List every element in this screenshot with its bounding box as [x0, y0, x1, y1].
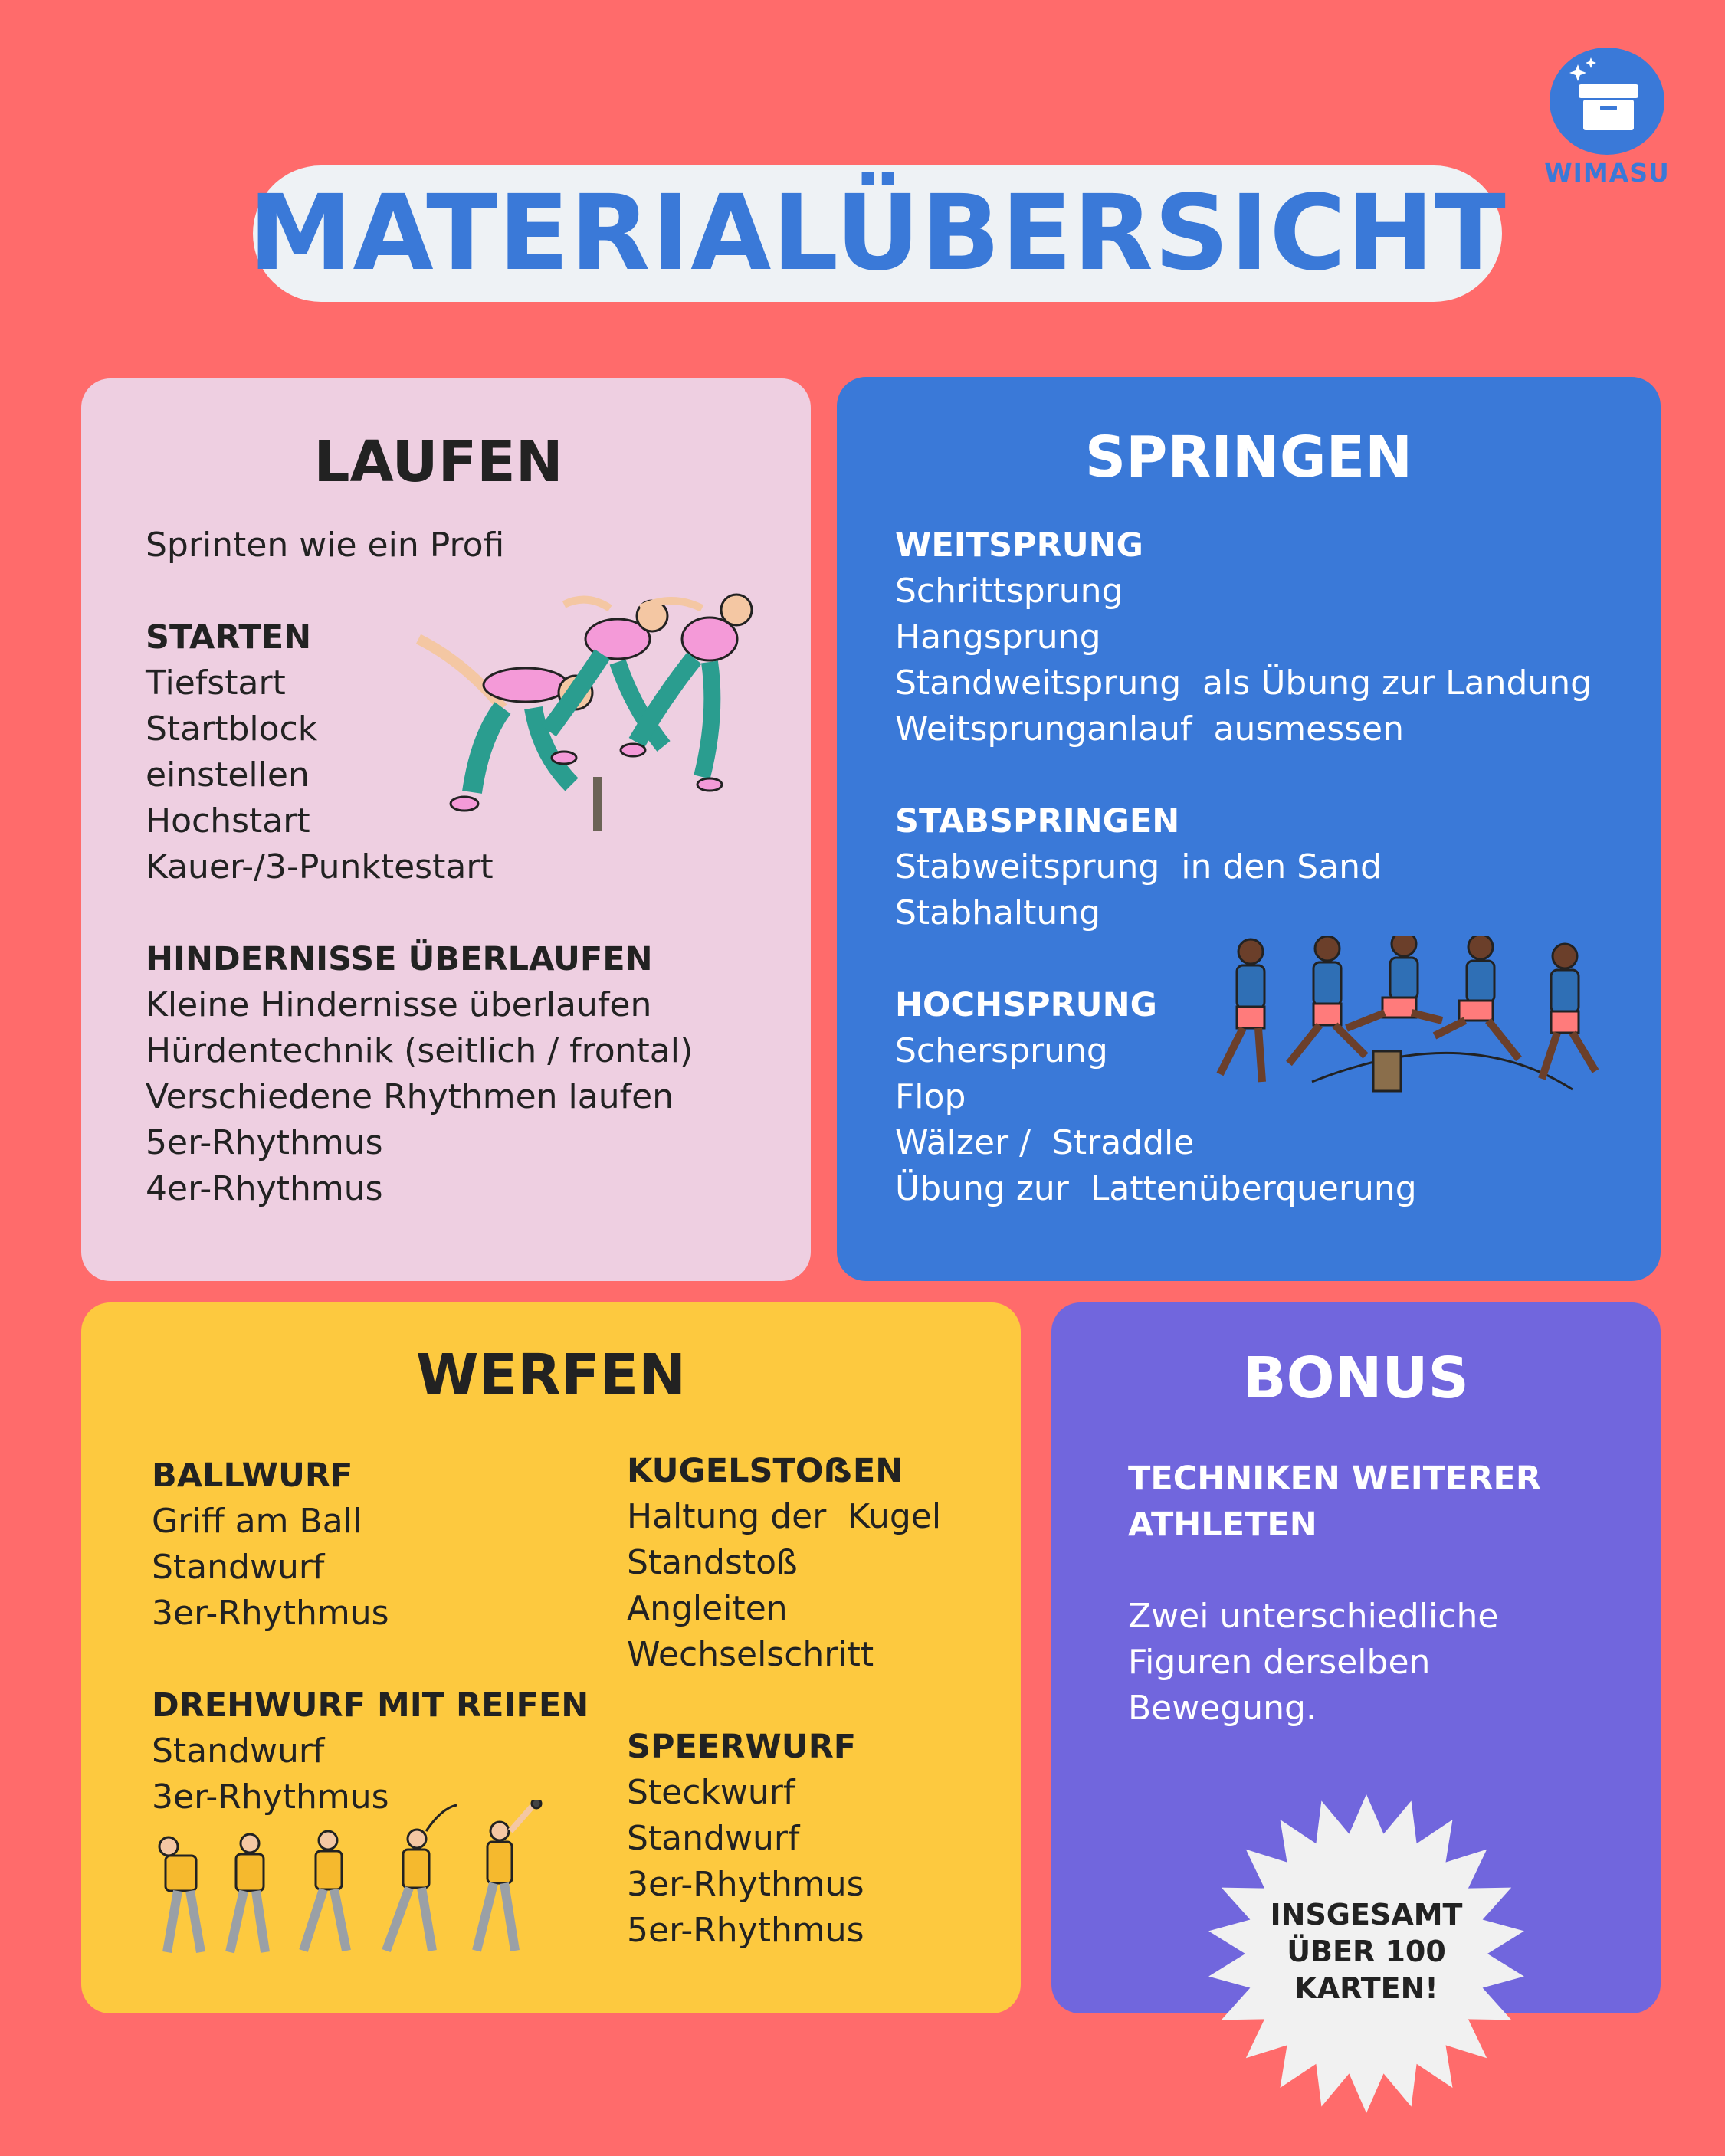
springen-heading: WEITSPRUNG [895, 526, 1143, 565]
bonus-title: BONUS [1243, 1345, 1469, 1411]
list-item: Standwurf [627, 1819, 800, 1858]
list-item: Flop [895, 1077, 966, 1116]
list-item: Verschiedene Rhythmen laufen [146, 1077, 674, 1116]
starburst-line: INSGESAMT [1270, 1898, 1463, 1932]
laufen-title: LAUFEN [313, 429, 563, 495]
list-item: Startblock [146, 709, 318, 749]
list-item: Steckwurf [627, 1773, 795, 1812]
list-item: Standstoß [627, 1543, 798, 1582]
throw-sequence-illustration [150, 1800, 564, 1969]
springen-heading: HOCHSPRUNG [895, 986, 1157, 1024]
list-item: einstellen [146, 755, 310, 795]
list-item: Schrittsprung [895, 572, 1123, 611]
list-item: Weitsprunganlauf ausmessen [895, 709, 1405, 749]
list-item: Stabweitsprung in den Sand [895, 847, 1382, 886]
list-item: Griff am Ball [152, 1502, 362, 1541]
list-item: Wechselschritt [627, 1635, 874, 1674]
bonus-text: Zwei unterschiedliche [1128, 1597, 1499, 1636]
list-item: 4er-Rhythmus [146, 1169, 383, 1208]
box-with-sparkles-icon [1550, 48, 1664, 155]
list-item: Stabhaltung [895, 893, 1101, 932]
bonus-heading: TECHNIKEN WEITERER [1128, 1460, 1541, 1498]
werfen-card [81, 1302, 1021, 2013]
list-item: Standweitsprung als Übung zur Landung [895, 664, 1592, 703]
list-item: Schersprung [895, 1031, 1108, 1070]
werfen-right-content [627, 1448, 941, 1954]
brand-logo [1550, 48, 1664, 155]
list-item: Haltung der Kugel [627, 1497, 942, 1536]
page-title-pill [248, 165, 1507, 302]
list-item: Standwurf [152, 1732, 325, 1771]
brand-name: WIMASU [1544, 158, 1670, 188]
werfen-heading: SPEERWURF [627, 1728, 857, 1766]
sprinter-start-illustration [372, 593, 771, 838]
laufen-card [81, 378, 811, 1281]
starburst-text [1244, 1896, 1489, 2007]
bonus-heading: ATHLETEN [1128, 1506, 1317, 1544]
list-item: Hürdentechnik (seitlich / frontal) [146, 1031, 694, 1070]
werfen-title: WERFEN [415, 1342, 687, 1408]
laufen-intro: Sprinten wie ein Profi [146, 526, 505, 565]
list-item: Tiefstart [146, 664, 286, 703]
bonus-text: Figuren derselben [1128, 1643, 1431, 1682]
starburst-line: ÜBER 100 [1287, 1935, 1446, 1968]
starburst-line: KARTEN! [1294, 1971, 1438, 2005]
laufen-heading: STARTEN [146, 618, 312, 657]
list-item: Kleine Hindernisse überlaufen [146, 985, 652, 1024]
werfen-left-content [152, 1453, 589, 1820]
bonus-text: Bewegung. [1128, 1689, 1317, 1728]
werfen-heading: DREHWURF MIT REIFEN [152, 1686, 589, 1725]
list-item: 3er-Rhythmus [152, 1778, 389, 1817]
list-item: Angleiten [627, 1589, 788, 1628]
springen-card [837, 377, 1661, 1281]
werfen-heading: BALLWURF [152, 1456, 353, 1495]
list-item: Hangsprung [895, 618, 1101, 657]
springen-heading: STABSPRINGEN [895, 802, 1180, 840]
springen-title: SPRINGEN [1084, 424, 1413, 490]
high-jump-sequence-illustration [1182, 936, 1626, 1112]
list-item: 3er-Rhythmus [152, 1594, 389, 1633]
page-title: MATERIALÜBERSICHT [248, 173, 1507, 294]
list-item: Standwurf [152, 1548, 325, 1587]
list-item: Übung zur Lattenüberquerung [895, 1169, 1417, 1208]
list-item: 5er-Rhythmus [146, 1123, 383, 1162]
list-item: Kauer-/3-Punktestart [146, 847, 494, 886]
list-item: 5er-Rhythmus [627, 1911, 864, 1950]
list-item: Hochstart [146, 801, 310, 840]
list-item: Wälzer / Straddle [895, 1123, 1195, 1162]
laufen-heading: HINDERNISSE ÜBERLAUFEN [146, 940, 653, 978]
werfen-heading: KUGELSTOẞEN [627, 1452, 903, 1490]
bonus-content [1128, 1456, 1541, 1732]
list-item: 3er-Rhythmus [627, 1865, 864, 1904]
